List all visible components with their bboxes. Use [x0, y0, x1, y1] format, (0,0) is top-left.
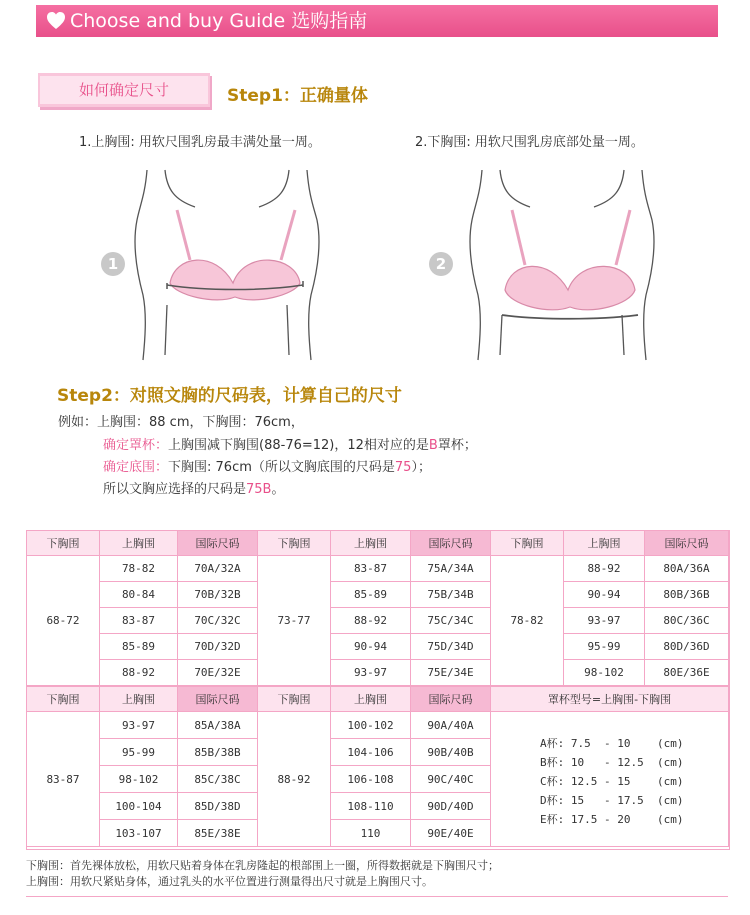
- step1-desc-over: 1.上胸围: 用软尺围乳房最丰满处量一周。: [79, 135, 321, 150]
- cup-label: 确定罩杯：: [103, 438, 169, 453]
- table-row: 85-89 70D/32D 90-94 75D/34D 95-99 80D/36D: [27, 634, 729, 660]
- under-bust-illustration: [430, 165, 680, 365]
- cup-row-a: A杯: 7.5 - 10 (cm): [540, 737, 684, 750]
- table-row: 103-107 85E/38E 110 90E/40E: [27, 820, 729, 847]
- heart-icon: [46, 11, 66, 31]
- note-under-bust: 下胸围：首先裸体放松，用软尺贴着身体在乳房隆起的根部围上一圈，所得数据就是下胸围尺寸；: [26, 859, 499, 872]
- table-row: 100-104 85D/38D 108-110 90D/40D: [27, 793, 729, 820]
- header-banner: [36, 5, 718, 37]
- table-row: 98-102 85C/38C 106-108 90C/40C: [27, 766, 729, 793]
- table-row: 68-72 78-82 70A/32A 73-77 83-87 75A/34A 78-82 88-92 80A/36A: [27, 556, 729, 582]
- cup-header: 罩杯型号=上胸围-下胸围: [491, 687, 729, 712]
- size-table-top: [26, 530, 729, 686]
- table-header-row: 下胸围 上胸围 国际尺码 下胸围 上胸围 国际尺码 下胸围 上胸围 国际尺码: [27, 531, 729, 556]
- cup-row-b: B杯: 10 - 12.5 (cm): [540, 756, 684, 769]
- cup-row-d: D杯: 15 - 17.5 (cm): [540, 794, 684, 807]
- step1-title: Step1：正确量体: [227, 86, 368, 106]
- cup-row-e: E杯: 17.5 - 20 (cm): [540, 813, 684, 826]
- cup-row-c: C杯: 12.5 - 15 (cm): [540, 775, 684, 788]
- table-row: 95-99 85B/38B 104-106 90B/40B: [27, 739, 729, 766]
- bottom-divider: [26, 896, 728, 897]
- section-tag: 如何确定尺寸: [78, 81, 169, 99]
- table-row: 83-87 70C/32C 88-92 75C/34C 93-97 80C/36C: [27, 608, 729, 634]
- col-size: 国际尺码: [178, 531, 258, 556]
- example-line-3: 确定底围：下胸围: 76cm（所以文胸底围的尺码是75）；: [103, 460, 431, 475]
- table-row: 80-84 70B/32B 85-89 75B/34B 90-94 80B/36B: [27, 582, 729, 608]
- band-label: 确定底围：: [103, 460, 169, 475]
- step1-desc-under: 2.下胸围: 用软尺围乳房底部处量一周。: [415, 135, 644, 150]
- step-number-2-badge: 2: [429, 252, 453, 276]
- example-line-4: 所以文胸应选择的尺码是75B。: [103, 482, 285, 497]
- col-over: 上胸围: [100, 531, 178, 556]
- page-title: Choose and buy Guide 选购指南: [70, 10, 368, 32]
- table-row: 88-92 70E/32E 93-97 75E/34E 98-102 80E/36E: [27, 660, 729, 686]
- table-header-row: 下胸围 上胸围 国际尺码 下胸围 上胸围 国际尺码 罩杯型号=上胸围-下胸围: [27, 687, 729, 712]
- example-line-2: 确定罩杯：上胸围减下胸围(88-76=12)，12相对应的是B罩杯；: [103, 438, 477, 453]
- table-row: 83-87 93-97 85A/38A 88-92 100-102 90A/40A: [27, 712, 729, 739]
- over-bust-illustration: [95, 165, 345, 365]
- col-under: 下胸围: [27, 531, 100, 556]
- example-line-1: 例如：上胸围：88 cm，下胸围：76cm，: [58, 415, 304, 430]
- note-over-bust: 上胸围：用软尺紧贴身体，通过乳头的水平位置进行测量得出尺寸就是上胸围尺寸。: [26, 875, 433, 888]
- step2-title: Step2：对照文胸的尺码表，计算自己的尺寸: [57, 386, 402, 406]
- step-number-1-badge: 1: [101, 252, 125, 276]
